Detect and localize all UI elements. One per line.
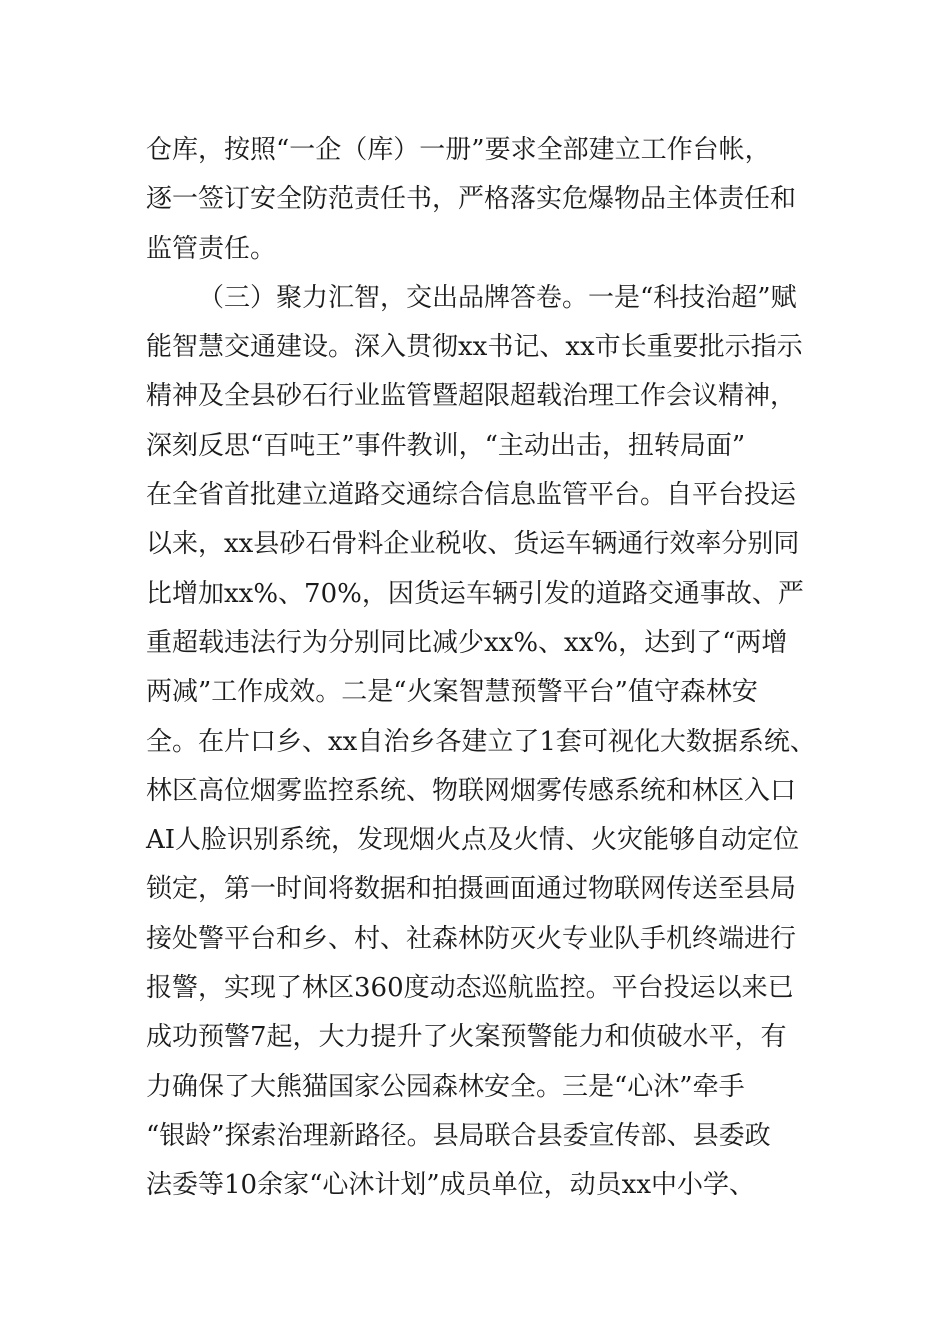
text-line: 仓库，按照“一企（库）一册”要求全部建立工作台帐， [146,135,771,165]
text-line: 林区高位烟雾监控系统、物联网烟雾传感系统和林区入口 [146,775,797,806]
text-line: 重超载违法行为分别同比减少xx%、xx%，达到了“两增 [146,627,788,658]
section-heading-line: （三）聚力汇智，交出品牌答卷。一是“科技治超”赋 [198,282,797,313]
text-line: 逐一签订安全防范责任书，严格落实危爆物品主体责任和 [146,184,797,215]
text-line: 比增加xx%、70%，因货运车辆引发的道路交通事故、严 [146,578,804,609]
body-text [146,126,846,1211]
text-line: “银龄”探索治理新路径。县局联合县委宣传部、县委政 [146,1120,771,1151]
text-line: 锁定，第一时间将数据和拍摄画面通过物联网传送至县局 [146,874,797,905]
text-line: 接处警平台和乡、村、社森林防灭火专业队手机终端进行 [146,923,797,954]
text-line: 以来，xx县砂石骨料企业税收、货运车辆通行效率分别同 [146,529,800,560]
text-line: AI人脸识别系统，发现烟火点及火情、火灾能够自动定位 [146,825,800,856]
text-line: 成功预警7起，大力提升了火案预警能力和侦破水平，有 [146,1022,787,1053]
text-line: 监管责任。 [146,233,277,264]
text-line: 报警，实现了林区360度动态巡航监控。平台投运以来已 [146,973,794,1004]
text-line: 两减”工作成效。二是“火案智慧预警平台”值守森林安 [146,677,758,708]
text-line: 能智慧交通建设。深入贯彻xx书记、xx市长重要批示指示 [146,332,803,363]
text-line: 深刻反思“百吨王”事件教训，“主动出击，扭转局面” [146,430,746,461]
text-line: 全。在片口乡、xx自治乡各建立了1套可视化大数据系统、 [146,726,816,757]
text-line: 法委等10余家“心沐计划”成员单位，动员xx中小学、 [146,1170,755,1201]
text-line: 力确保了大熊猫国家公园森林安全。三是“心沐”牵手 [146,1071,745,1102]
text-line: 在全省首批建立道路交通综合信息监管平台。自平台投运 [146,480,797,511]
text-line: 精神及全县砂石行业监管暨超限超载治理工作会议精神， [146,381,797,412]
